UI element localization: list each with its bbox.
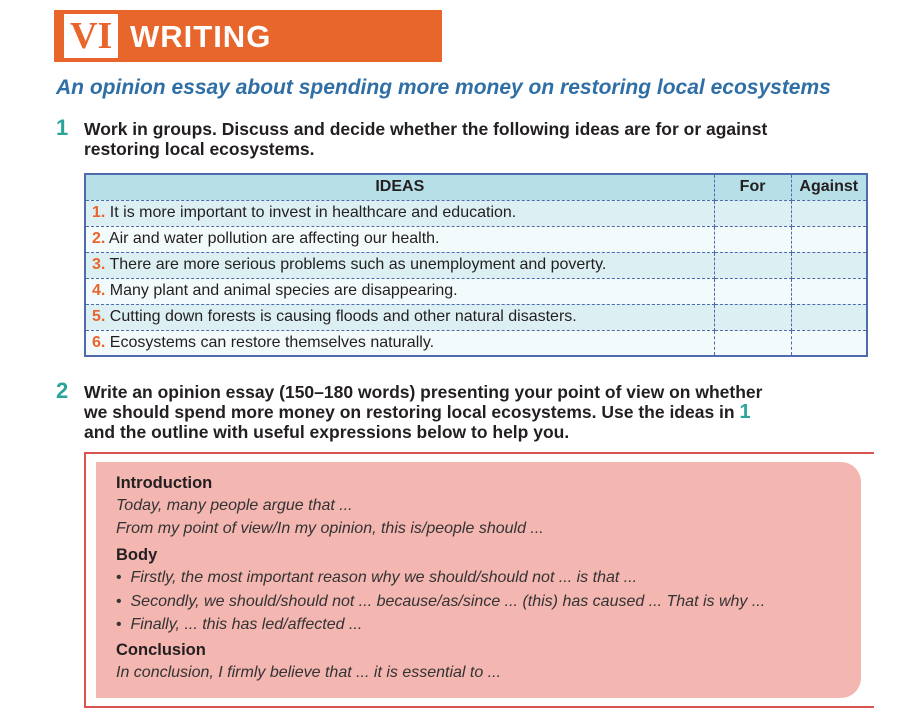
task-2-number: 2 — [56, 378, 69, 403]
section-title: WRITING — [130, 19, 272, 54]
for-cell[interactable] — [714, 226, 791, 252]
idea-text: Many plant and animal species are disappearing. — [109, 282, 458, 299]
intro-heading: Introduction — [116, 474, 213, 492]
ideas-table — [84, 173, 868, 357]
task-1-line-2: restoring local ecosystems. — [84, 139, 315, 159]
idea-cell — [85, 330, 714, 356]
lesson-subtitle: An opinion essay about spending more money on restoring local ecosystems — [56, 76, 831, 99]
table-row — [85, 330, 867, 356]
table-header-row — [85, 174, 867, 200]
against-cell[interactable] — [791, 278, 867, 304]
against-cell[interactable] — [791, 330, 867, 356]
task-2-line-2: we should spend more money on restoring local ecosystems. Use the ideas in 1 — [84, 401, 751, 423]
section-number: VI — [64, 14, 118, 58]
idea-cell — [85, 304, 714, 330]
bullet-icon: • — [116, 593, 122, 610]
idea-number: 6. — [92, 333, 106, 351]
against-cell[interactable] — [791, 304, 867, 330]
body-bullet-2: • Secondly, we should/should not ... because/as/since ... (this) has caused ... That is why ... — [116, 593, 766, 610]
table-row — [85, 304, 867, 330]
task-2-reference: 1 — [739, 401, 751, 423]
outline-box — [96, 462, 861, 698]
task-2-line-3: and the outline with useful expressions below to help you. — [84, 422, 570, 442]
against-cell[interactable] — [791, 200, 867, 226]
for-cell[interactable] — [714, 304, 791, 330]
for-cell[interactable] — [714, 200, 791, 226]
body-bullet-3: • Finally, ... this has led/affected ... — [116, 616, 363, 633]
idea-cell — [85, 252, 714, 278]
table-row — [85, 200, 867, 226]
task-2-line-1: Write an opinion essay (150–180 words) presenting your point of view on whether — [84, 382, 763, 402]
for-cell[interactable] — [714, 252, 791, 278]
task-1-instruction — [84, 119, 767, 159]
intro-line-2: From my point of view/In my opinion, this is/people should ... — [116, 520, 544, 537]
idea-text: Ecosystems can restore themselves naturally. — [109, 333, 435, 351]
header-against: Against — [791, 174, 867, 200]
task-1-number: 1 — [56, 115, 69, 140]
against-cell[interactable] — [791, 226, 867, 252]
for-cell[interactable] — [714, 278, 791, 304]
idea-text: There are more serious problems such as unemployment and poverty. — [109, 256, 607, 273]
body-bullet-1: • Firstly, the most important reason why we should/should not ... is that ... — [116, 569, 638, 586]
idea-text: It is more important to invest in healthcare and education. — [109, 204, 517, 221]
task-2-instruction — [84, 382, 762, 442]
bullet-icon: • — [116, 616, 122, 633]
bullet-icon: • — [116, 569, 122, 586]
idea-text: Air and water pollution are affecting our health. — [108, 230, 440, 247]
header-for: For — [714, 174, 791, 200]
idea-text: Cutting down forests is causing floods and other natural disasters. — [109, 308, 577, 325]
idea-number: 2. — [92, 230, 106, 247]
idea-cell — [85, 278, 714, 304]
conclusion-heading: Conclusion — [116, 641, 206, 659]
table-row — [85, 226, 867, 252]
conclusion-line-1: In conclusion, I firmly believe that ... it is essential to ... — [116, 664, 502, 681]
idea-number: 4. — [92, 282, 106, 299]
idea-cell — [85, 226, 714, 252]
idea-number: 3. — [92, 256, 106, 273]
against-cell[interactable] — [791, 252, 867, 278]
intro-line-1: Today, many people argue that ... — [116, 497, 353, 514]
idea-cell — [85, 200, 714, 226]
idea-number: 1. — [92, 204, 106, 221]
task-1-line-1: Work in groups. Discuss and decide whether the following ideas are for or against — [84, 119, 768, 139]
for-cell[interactable] — [714, 330, 791, 356]
table-row — [85, 278, 867, 304]
table-row — [85, 252, 867, 278]
section-header — [54, 10, 442, 62]
idea-number: 5. — [92, 308, 106, 325]
header-ideas: IDEAS — [85, 174, 714, 200]
body-heading: Body — [116, 546, 158, 564]
